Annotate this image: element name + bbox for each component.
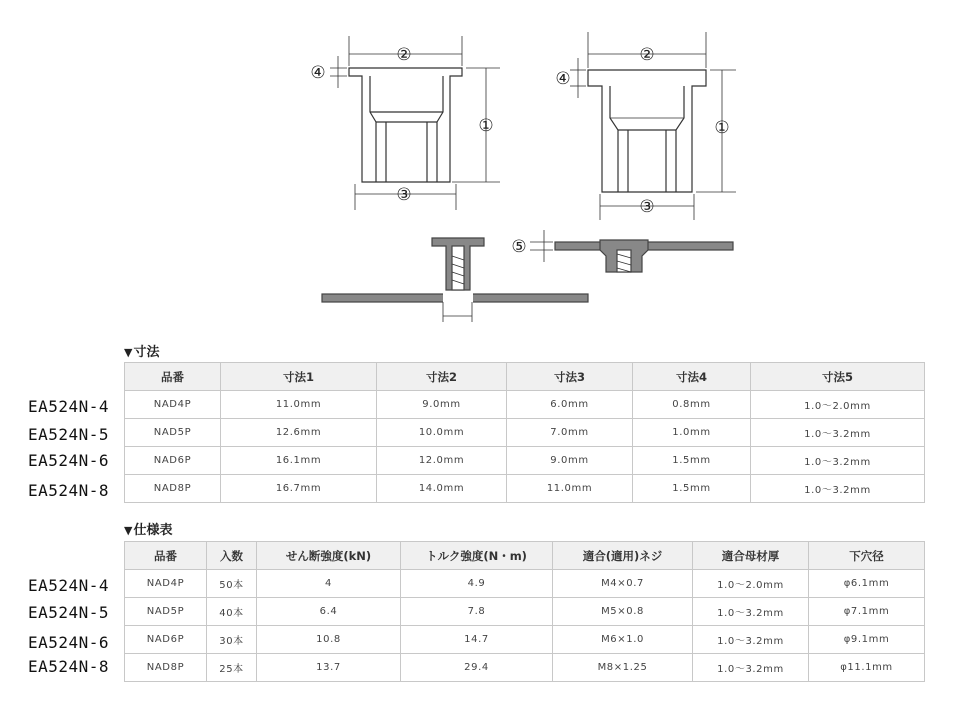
table-cell: φ6.1mm (809, 570, 925, 598)
table-cell: 1.0～3.2mm (751, 447, 925, 475)
model-label: EA524N-4 (28, 397, 110, 416)
model-label: EA524N-8 (28, 481, 110, 500)
table-cell: 10.8 (257, 626, 401, 654)
dimensions-title (124, 341, 159, 360)
model-label: EA524N-6 (28, 633, 110, 652)
column-header: 寸法2 (377, 363, 507, 391)
model-label: EA524N-4 (28, 576, 110, 595)
column-header: 入数 (207, 542, 257, 570)
table-cell: 1.0～3.2mm (751, 475, 925, 503)
table-row (125, 419, 925, 447)
table-cell: φ11.1mm (809, 654, 925, 682)
column-header: トルク強度(N・m) (401, 542, 553, 570)
table-cell: 16.7mm (221, 475, 377, 503)
table-cell: 0.8mm (633, 391, 751, 419)
dimension-label-2: ② (396, 45, 412, 65)
table-cell: φ7.1mm (809, 598, 925, 626)
table-cell: 1.0～3.2mm (751, 419, 925, 447)
column-header: 適合(適用)ネジ (553, 542, 693, 570)
triangle-marker-icon: ▼ (124, 346, 133, 359)
table-cell: NAD8P (125, 475, 221, 503)
spec-table (124, 541, 925, 682)
dimension-label-1: ① (714, 118, 730, 138)
table-cell: 4 (257, 570, 401, 598)
table-cell: 25本 (207, 654, 257, 682)
table-cell: 7.8 (401, 598, 553, 626)
model-label: EA524N-5 (28, 425, 110, 444)
table-cell: 12.6mm (221, 419, 377, 447)
table-cell: 12.0mm (377, 447, 507, 475)
dimension-label-2: ② (639, 45, 655, 65)
flat-head-nut-drawing (330, 36, 500, 210)
table-header-row (125, 542, 925, 570)
table-cell: 1.0～2.0mm (693, 570, 809, 598)
table-row (125, 598, 925, 626)
model-label: EA524N-6 (28, 451, 110, 470)
table-cell: M5×0.8 (553, 598, 693, 626)
table-cell: NAD5P (125, 598, 207, 626)
column-header: 品番 (125, 363, 221, 391)
model-label: EA524N-8 (28, 657, 110, 676)
table-row (125, 626, 925, 654)
dimensions-title-text: 寸法 (133, 345, 160, 360)
table-cell: 1.0～2.0mm (751, 391, 925, 419)
column-header: 寸法1 (221, 363, 377, 391)
table-cell: 30本 (207, 626, 257, 654)
table-cell: 40本 (207, 598, 257, 626)
table-row (125, 447, 925, 475)
table-cell: NAD6P (125, 447, 221, 475)
model-label: EA524N-5 (28, 603, 110, 622)
column-header: 適合母材厚 (693, 542, 809, 570)
column-header: 品番 (125, 542, 207, 570)
column-header: 寸法5 (751, 363, 925, 391)
table-cell: 13.7 (257, 654, 401, 682)
table-cell: 1.5mm (633, 475, 751, 503)
table-row (125, 475, 925, 503)
table-cell: 1.0～3.2mm (693, 598, 809, 626)
dimension-label-5: ⑤ (511, 237, 527, 257)
table-cell: 6.4 (257, 598, 401, 626)
table-cell: 16.1mm (221, 447, 377, 475)
table-cell: NAD5P (125, 419, 221, 447)
installation-drawing-hole (322, 238, 588, 322)
dimensions-table (124, 362, 925, 503)
spec-title-text: 仕様表 (133, 523, 173, 538)
table-cell: 10.0mm (377, 419, 507, 447)
table-row (125, 570, 925, 598)
table-cell: 4.9 (401, 570, 553, 598)
table-cell: φ9.1mm (809, 626, 925, 654)
table-cell: NAD4P (125, 570, 207, 598)
dimension-label-4: ④ (310, 63, 326, 83)
table-cell: 29.4 (401, 654, 553, 682)
dimension-label-1: ① (478, 116, 494, 136)
table-cell: 11.0mm (221, 391, 377, 419)
table-cell: M6×1.0 (553, 626, 693, 654)
table-cell: 14.0mm (377, 475, 507, 503)
column-header: 下穴径 (809, 542, 925, 570)
table-cell: 7.0mm (507, 419, 633, 447)
dimension-label-3: ③ (639, 197, 655, 217)
table-cell: 14.7 (401, 626, 553, 654)
triangle-marker-icon: ▼ (124, 524, 133, 537)
table-cell: 50本 (207, 570, 257, 598)
table-cell: NAD6P (125, 626, 207, 654)
table-row (125, 391, 925, 419)
table-row (125, 654, 925, 682)
table-cell: 9.0mm (507, 447, 633, 475)
dimension-label-4: ④ (555, 69, 571, 89)
table-cell: 1.0～3.2mm (693, 654, 809, 682)
dimension-label-3: ③ (396, 185, 412, 205)
installation-drawing-crimped (530, 230, 733, 272)
table-cell: M8×1.25 (553, 654, 693, 682)
table-cell: 1.0mm (633, 419, 751, 447)
table-cell: NAD8P (125, 654, 207, 682)
table-cell: 6.0mm (507, 391, 633, 419)
table-cell: 9.0mm (377, 391, 507, 419)
table-cell: NAD4P (125, 391, 221, 419)
column-header: 寸法4 (633, 363, 751, 391)
table-cell: 1.0～3.2mm (693, 626, 809, 654)
rivet-nut-drawings (0, 0, 960, 340)
table-header-row (125, 363, 925, 391)
table-cell: M4×0.7 (553, 570, 693, 598)
spec-title (124, 519, 172, 538)
column-header: せん断強度(kN) (257, 542, 401, 570)
column-header: 寸法3 (507, 363, 633, 391)
table-cell: 11.0mm (507, 475, 633, 503)
table-cell: 1.5mm (633, 447, 751, 475)
